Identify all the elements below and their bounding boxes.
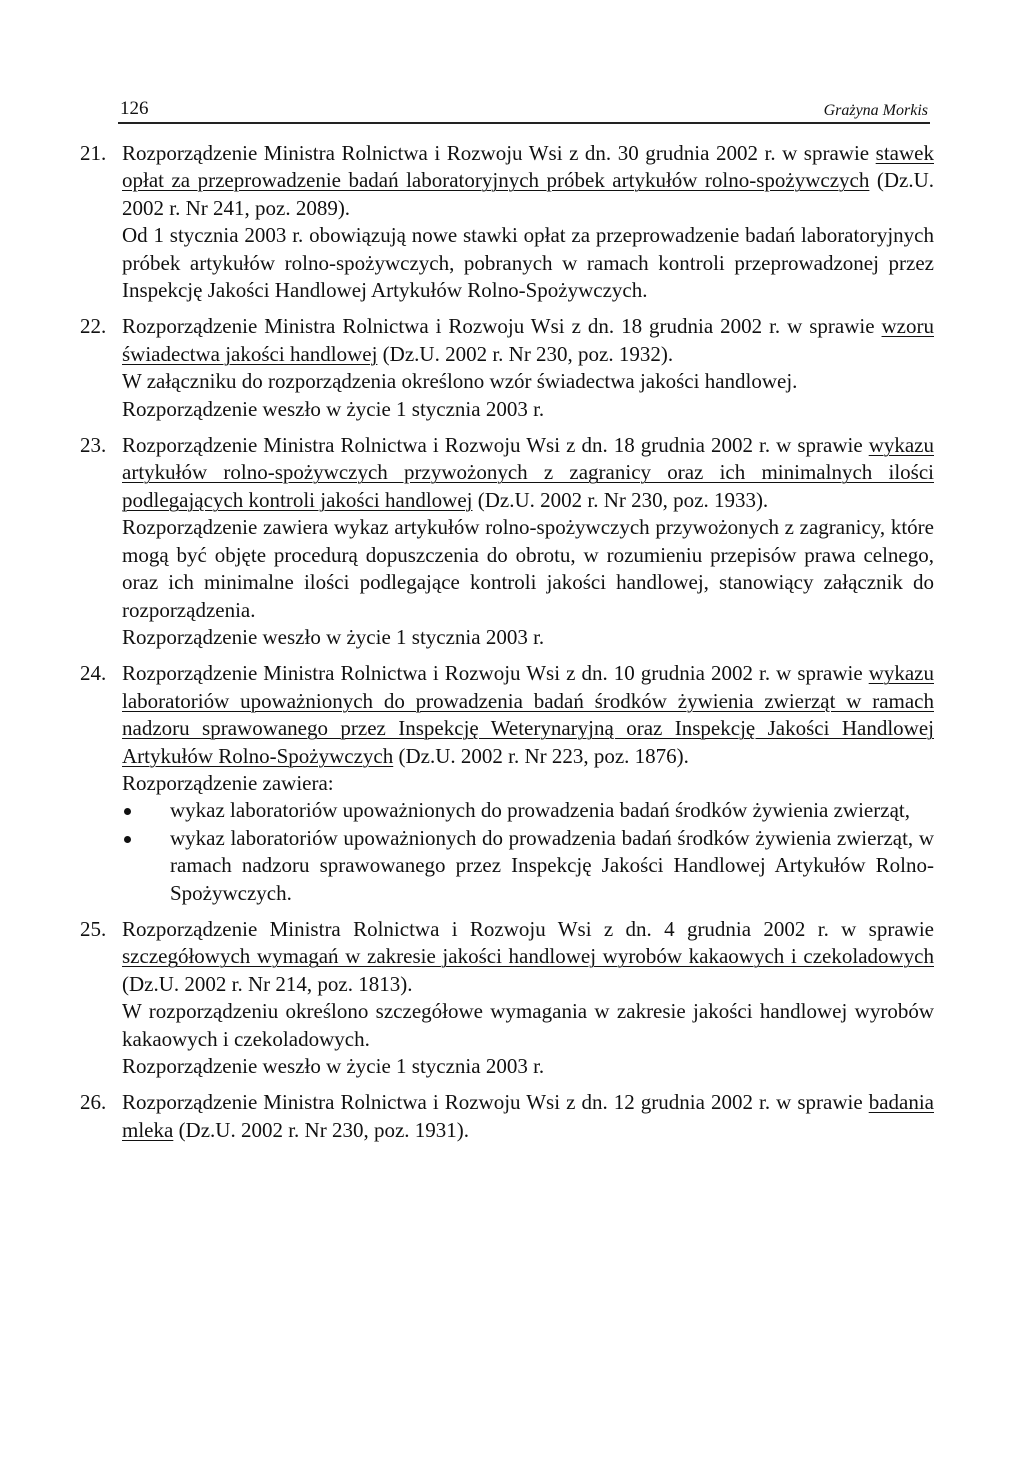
page-number: 126 xyxy=(120,98,149,119)
regulation-title: wykazu artykułów rolno-spożywczych przywożonych z zagranicy oraz ich minimalnych ilości podlegających kontroli jakości handlowej xyxy=(122,433,934,512)
list-item: wykaz laboratoriów upoważnionych do prowadzenia badań środków żywienia zwierząt, w ramach nadzoru sprawowanego przez Inspekcję Jakości Handlowej Artykułów Rolno-Spożywczych. xyxy=(122,825,934,907)
regulation-title: wykazu laboratoriów upoważnionych do prowadzenia badań środków żywienia zwierząt w ramach nadzoru sprawowanego przez Inspekcję Weterynaryjną oraz Inspekcję Jakości Handlowej Artykułów Rolno-Spożywczych xyxy=(122,661,934,768)
regulation-citation: Rozporządzenie Ministra Rolnictwa i Rozwoju Wsi z dn. 4 grudnia 2002 r. w sprawie szczegółowych wymagań w zakresie jakości handlowej wyrobów kakaowych i czekoladowych (Dz.U. 2002 r. Nr 214, poz. 1813). xyxy=(122,916,934,996)
regulation-description: Od 1 stycznia 2003 r. obowiązują nowe stawki opłat za przeprowadzenie badań laboratoryjnych próbek artykułów rolno-spożywczych, pobranych w ramach kontroli przeprowadzonej przez Inspekcję Jakości Handlowej Artykułów Rolno-Spożywczych. xyxy=(122,223,934,303)
effective-date-note: Rozporządzenie weszło w życie 1 stycznia 2003 r. xyxy=(122,396,545,421)
entry-number: 22. xyxy=(80,314,107,339)
entry-number: 21. xyxy=(80,141,107,165)
regulation-citation: Rozporządzenie Ministra Rolnictwa i Rozwoju Wsi z dn. 10 grudnia 2002 r. w sprawie wykazu laboratoriów upoważnionych do prowadzenia badań środków żywienia zwierząt w ramach nadzoru sprawowanego przez Inspekcję Weterynaryjną oraz Inspekcję Jakości Handlowej Artykułów Rolno-Spożywczych (Dz.U. 2002 r. Nr 223, poz. 1876). xyxy=(122,661,934,768)
regulation-entry-26 xyxy=(80,1089,934,1144)
bullet-list xyxy=(122,797,934,907)
effective-date-note: Rozporządzenie weszło w życie 1 stycznia 2003 r. xyxy=(122,624,545,649)
regulation-title: szczegółowych wymagań w zakresie jakości handlowej wyrobów kakaowych i czekoladowych xyxy=(122,944,934,969)
regulation-citation: Rozporządzenie Ministra Rolnictwa i Rozwoju Wsi z dn. 18 grudnia 2002 r. w sprawie wykazu artykułów rolno-spożywczych przywożonych z zagranicy oraz ich minimalnych ilości podlegających kontroli jakości handlowej (Dz.U. 2002 r. Nr 230, poz. 1933). xyxy=(122,433,934,512)
bullet-icon xyxy=(124,808,131,815)
entry-number: 26. xyxy=(80,1090,107,1115)
list-item: wykaz laboratoriów upoważnionych do prowadzenia badań środków żywienia zwierząt, xyxy=(122,797,934,824)
regulation-entry-21 xyxy=(80,140,934,304)
regulation-title: badania mleka xyxy=(122,1090,934,1142)
regulation-citation: Rozporządzenie Ministra Rolnictwa i Rozwoju Wsi z dn. 12 grudnia 2002 r. w sprawie badania mleka (Dz.U. 2002 r. Nr 230, poz. 1931). xyxy=(122,1090,934,1142)
regulation-citation: Rozporządzenie Ministra Rolnictwa i Rozwoju Wsi z dn. 30 grudnia 2002 r. w sprawie stawek opłat za przeprowadzenie badań laboratoryjnych próbek artykułów rolno-spożywczych (Dz.U. 2002 r. Nr 241, poz. 2089). xyxy=(122,141,934,220)
regulation-entry-25 xyxy=(80,916,934,1080)
regulation-entry-22 xyxy=(80,313,934,423)
page-header xyxy=(118,96,930,124)
regulation-description: Rozporządzenie zawiera: xyxy=(122,770,334,795)
entry-number: 25. xyxy=(80,916,107,941)
running-author: Grażyna Morkis xyxy=(823,102,928,119)
regulation-description: Rozporządzenie zawiera wykaz artykułów rolno-spożywczych przywożonych z zagranicy, które mogą być objęte procedurą dopuszczenia do obrotu, w rozumieniu przepisów prawa celnego, oraz ich minimalne ilości podlegające kontroli jakości handlowej, stanowiący załącznik do rozporządzenia. xyxy=(122,515,934,622)
entry-number: 24. xyxy=(80,661,107,686)
regulation-description: W załączniku do rozporządzenia określono wzór świadectwa jakości handlowej. xyxy=(122,369,798,394)
regulation-entry-24 xyxy=(80,660,934,907)
regulation-title: stawek opłat za przeprowadzenie badań laboratoryjnych próbek artykułów rolno-spożywczych xyxy=(122,141,934,193)
effective-date-note: Rozporządzenie weszło w życie 1 stycznia 2003 r. xyxy=(122,1054,545,1078)
regulation-description: W rozporządzeniu określono szczegółowe wymagania w zakresie jakości handlowej wyrobów kakaowych i czekoladowych. xyxy=(122,999,934,1051)
bullet-icon xyxy=(124,836,131,843)
regulation-list xyxy=(80,140,934,1144)
regulation-citation: Rozporządzenie Ministra Rolnictwa i Rozwoju Wsi z dn. 18 grudnia 2002 r. w sprawie wzoru świadectwa jakości handlowej (Dz.U. 2002 r. Nr 230, poz. 1932). xyxy=(122,314,934,366)
regulation-title: wzoru świadectwa jakości handlowej xyxy=(122,314,934,366)
entry-number: 23. xyxy=(80,433,107,458)
regulation-entry-23 xyxy=(80,432,934,651)
